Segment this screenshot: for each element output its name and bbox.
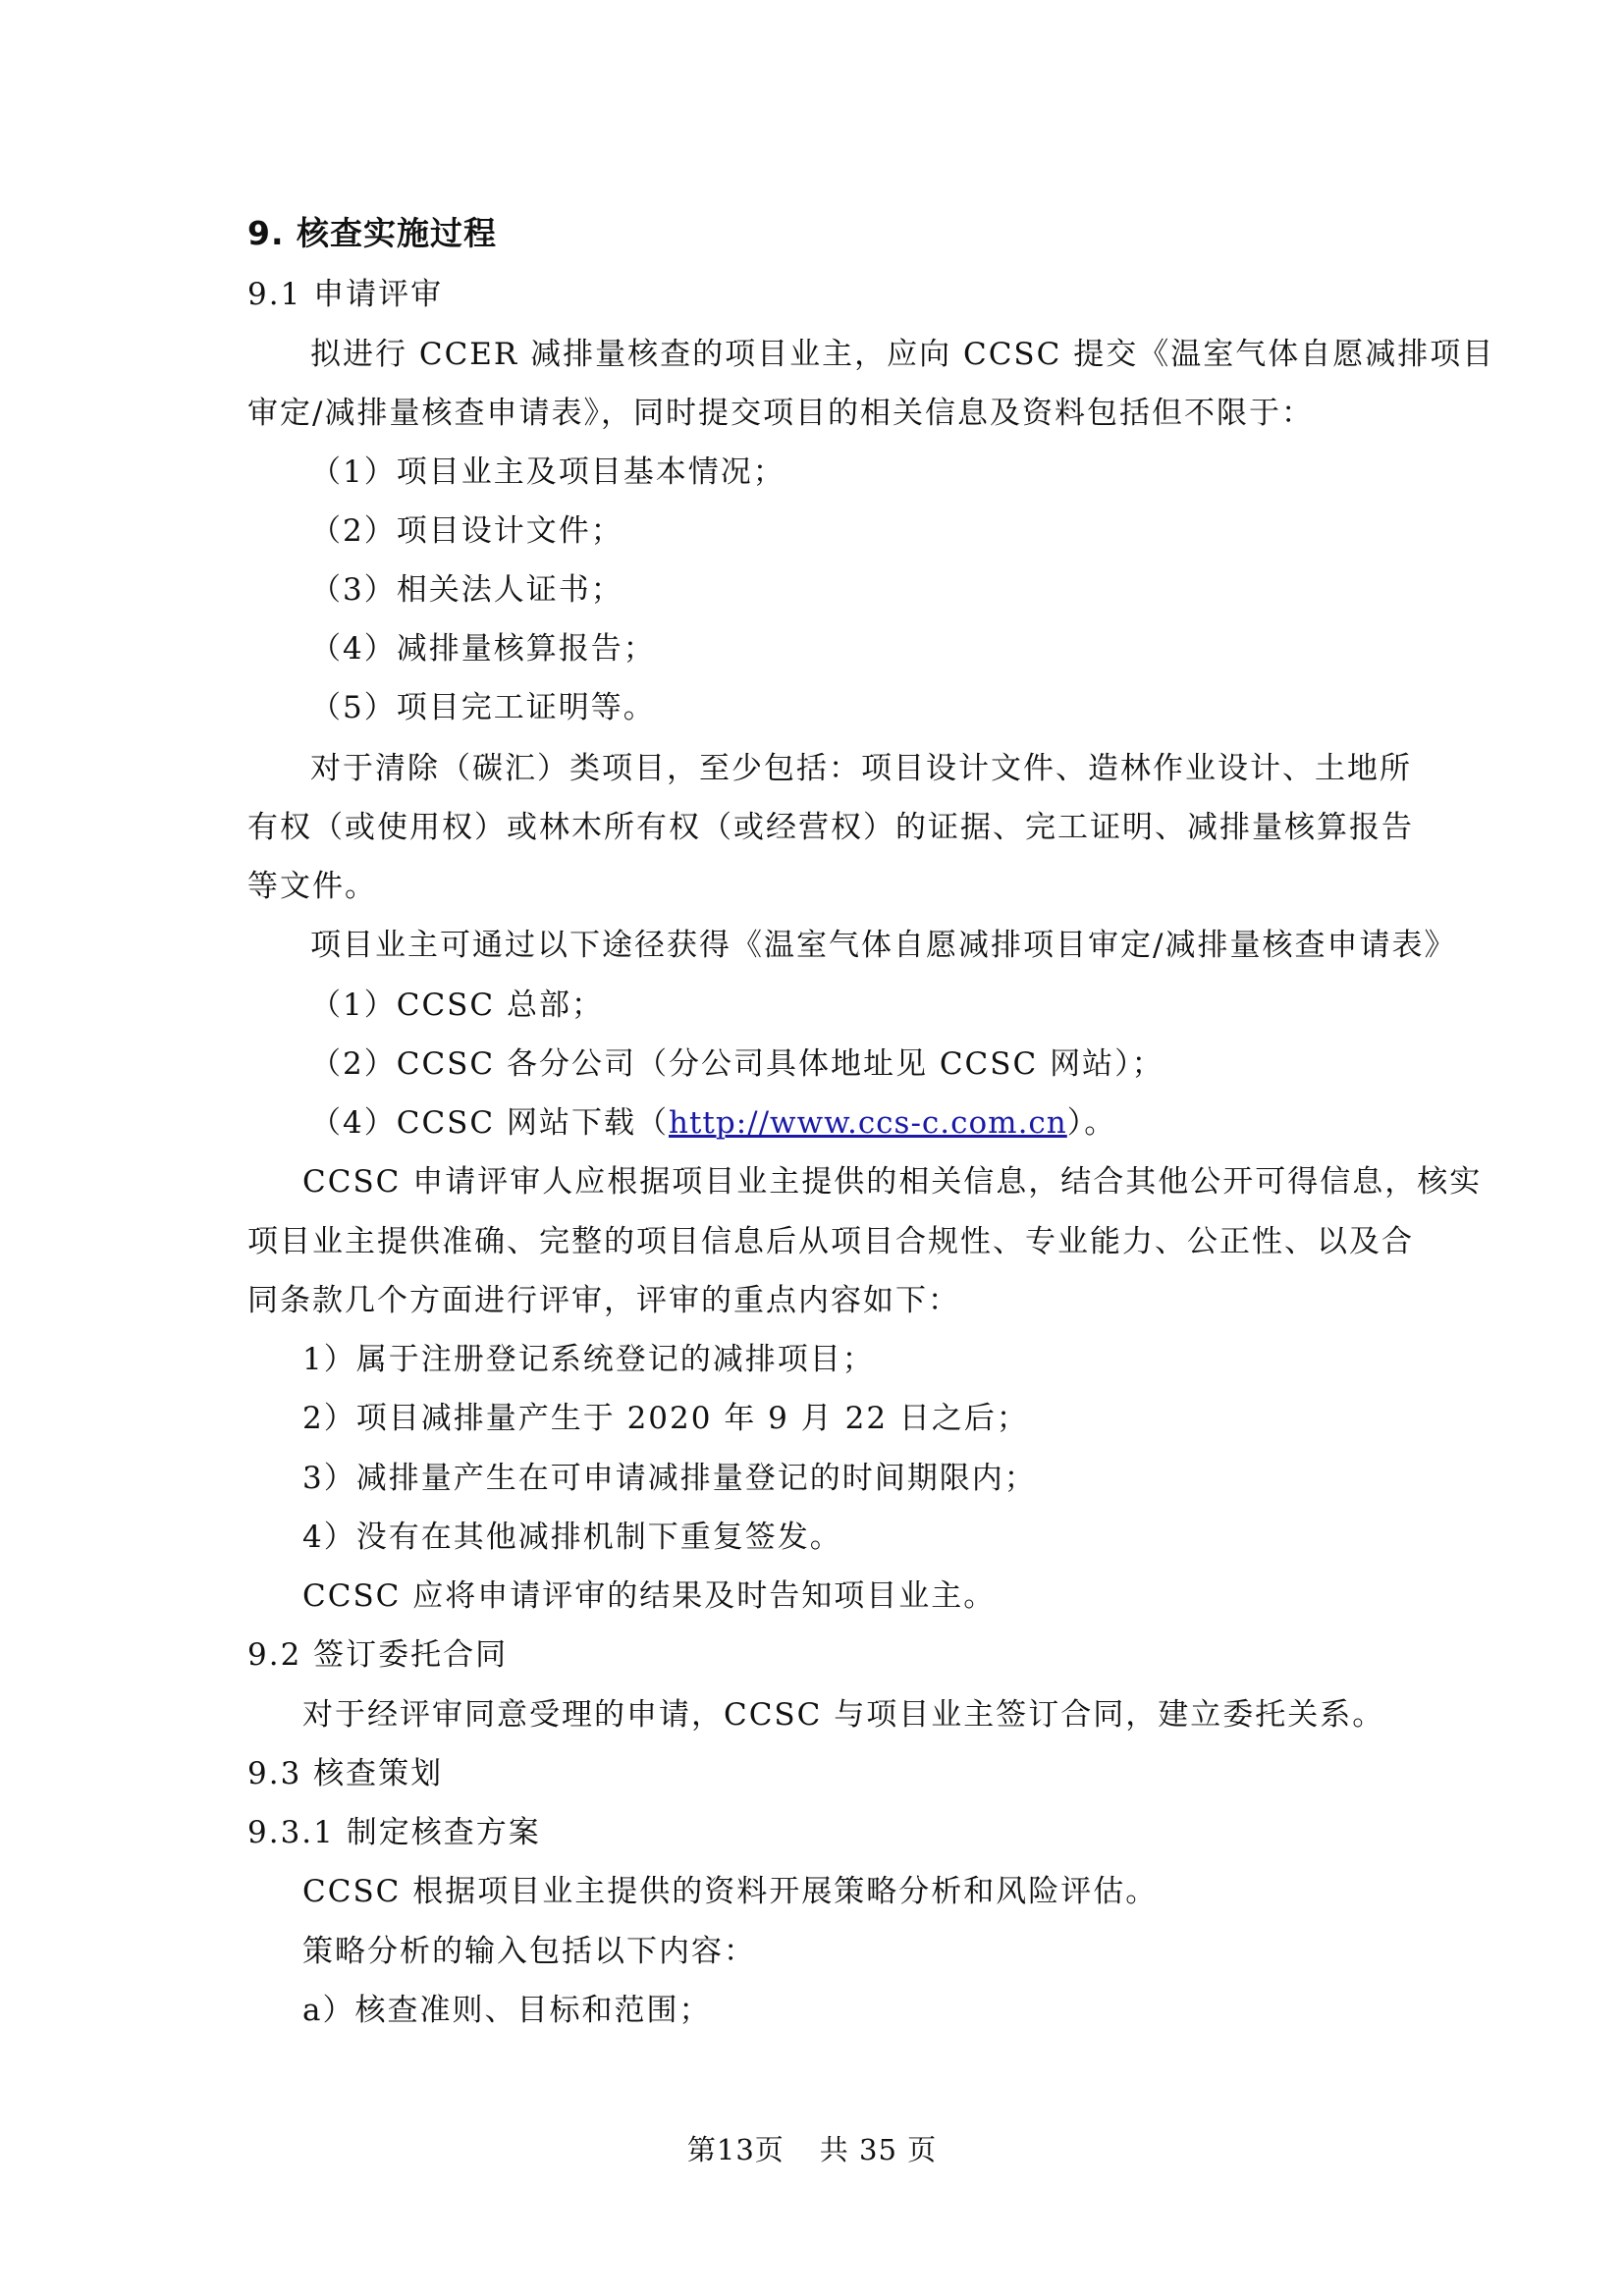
- paragraph-line: CCSC 申请评审人应根据项目业主提供的相关信息，结合其他公开可得信息，核实: [302, 1164, 1483, 1200]
- list-item: 1）属于注册登记系统登记的减排项目；: [302, 1342, 875, 1377]
- list-item: 3）减排量产生在可申请减排量登记的时间期限内；: [302, 1461, 1037, 1496]
- list-item: 4）没有在其他减排机制下重复签发。: [302, 1520, 842, 1555]
- website-link[interactable]: http://www.ccs-c.com.cn: [668, 1105, 1067, 1141]
- list-item: [310, 1103, 1116, 1143]
- paragraph-line: 对于清除（碳汇）类项目，至少包括：项目设计文件、造林作业设计、土地所: [310, 751, 1412, 786]
- paragraph-line: 同条款几个方面进行评审，评审的重点内容如下：: [247, 1283, 960, 1318]
- paragraph-line: 拟进行 CCER 减排量核查的项目业主，应向 CCSC 提交《温室气体自愿减排项目: [310, 337, 1495, 372]
- list-item: 2）项目减排量产生于 2020 年 9 月 22 日之后；: [302, 1401, 1029, 1436]
- paragraph-line: 等文件。: [247, 869, 377, 904]
- paragraph-line: 对于经评审同意受理的申请，CCSC 与项目业主签订合同，建立委托关系。: [302, 1697, 1385, 1733]
- subsection-9-3-title: 9.3 核查策划: [247, 1756, 444, 1791]
- list-item: （2）CCSC 各分公司（分公司具体地址见 CCSC 网站）；: [310, 1046, 1164, 1082]
- paragraph-line: 项目业主提供准确、完整的项目信息后从项目合规性、专业能力、公正性、以及合: [247, 1224, 1414, 1259]
- list-item: （1）CCSC 总部；: [310, 988, 604, 1023]
- list-item: a）核查准则、目标和范围；: [302, 1993, 712, 2028]
- page-footer: [0, 2130, 1624, 2169]
- paragraph-line: 有权（或使用权）或林木所有权（或经营权）的证据、完工证明、减排量核算报告: [247, 810, 1414, 845]
- subsection-9-1-title: 9.1 申请评审: [247, 277, 444, 312]
- page-total: 共 35 页: [819, 2133, 938, 2166]
- list-item: （2）项目设计文件；: [310, 513, 623, 549]
- page-number: 第13页: [686, 2133, 785, 2166]
- section-heading: 9. 核查实施过程: [247, 214, 497, 252]
- list-item: （3）相关法人证书；: [310, 572, 623, 608]
- download-prefix: （4）CCSC 网站下载（: [310, 1105, 669, 1141]
- subsection-9-2-title: 9.2 签订委托合同: [247, 1637, 509, 1673]
- subsection-9-3-1-title: 9.3.1 制定核查方案: [247, 1815, 541, 1850]
- list-item: （4）减排量核算报告；: [310, 631, 656, 667]
- paragraph-line: 项目业主可通过以下途径获得《温室气体自愿减排项目审定/减排量核查申请表》: [310, 928, 1457, 963]
- list-item: （1）项目业主及项目基本情况；: [310, 454, 785, 490]
- paragraph-line: CCSC 根据项目业主提供的资料开展策略分析和风险评估。: [302, 1874, 1159, 1909]
- paragraph-line: 审定/减排量核查申请表》，同时提交项目的相关信息及资料包括但不限于：: [247, 396, 1314, 431]
- paragraph-line: CCSC 应将申请评审的结果及时告知项目业主。: [302, 1578, 997, 1614]
- paragraph-line: 策略分析的输入包括以下内容：: [302, 1934, 756, 1969]
- download-suffix: ）。: [1066, 1105, 1117, 1141]
- list-item: （5）项目完工证明等。: [310, 690, 656, 725]
